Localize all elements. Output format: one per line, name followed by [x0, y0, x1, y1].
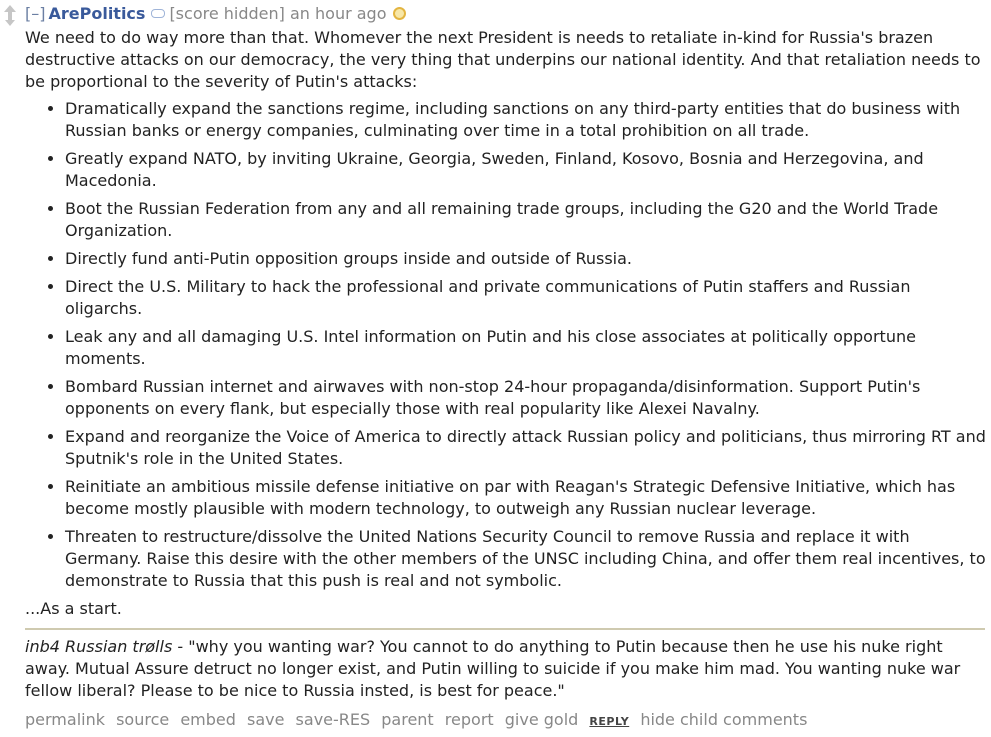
- list-item: • Greatly expand NATO, by inviting Ukraine, Georgia, Sweden, Finland, Kosovo, Bosnia and Herzegovina, and Macedonia.: [65, 148, 987, 192]
- comment-addendum: [25, 636, 987, 702]
- source-button[interactable]: source: [116, 710, 170, 729]
- list-item: • Reinitiate an ambitious missile defense initiative on par with Reagan's Strategic Defensive Initiative, which has become mostly plausible with modern technology, to outweigh any Russian nuclear leverage.: [65, 476, 987, 520]
- proposal-list: [25, 98, 987, 592]
- embed-button[interactable]: embed: [180, 710, 236, 729]
- timestamp: an hour ago: [289, 4, 387, 23]
- upvote-arrow-icon[interactable]: [4, 5, 16, 12]
- comment-tagline: [25, 0, 987, 27]
- list-item: • Bombard Russian internet and airwaves with non-stop 24-hour propaganda/disinformation. Support Putin's opponents on every flank, but especially those with real popularity like Alexei Navalny.: [65, 376, 987, 420]
- list-item: • Direct the U.S. Military to hack the professional and private communications of Putin staffers and Russian oligarchs.: [65, 276, 987, 320]
- horizontal-rule: [25, 628, 985, 630]
- list-item: • Directly fund anti-Putin opposition groups inside and outside of Russia.: [65, 248, 987, 270]
- vote-arrows: [3, 5, 17, 26]
- comment-actions: [25, 710, 987, 729]
- comment-intro: We need to do way more than that. Whomever the next President is needs to retaliate in-kind for Russia's brazen destructive attacks on our democracy, the very thing that underpins our national identity. And that retaliation needs to be proportional to the severity of Putin's attacks:: [25, 28, 981, 91]
- list-item: • Leak any and all damaging U.S. Intel information on Putin and his close associates at politically opportune moments.: [65, 326, 987, 370]
- reply-button[interactable]: REPLY: [589, 715, 630, 728]
- comment-closing: ...As a start.: [25, 599, 122, 618]
- report-button[interactable]: report: [444, 710, 494, 729]
- save-res-button[interactable]: save-RES: [295, 710, 371, 729]
- give-gold-button[interactable]: give gold: [504, 710, 579, 729]
- save-button[interactable]: save: [247, 710, 285, 729]
- hide-child-comments-button[interactable]: hide child comments: [640, 710, 808, 729]
- addendum-label: inb4 Russian trølls: [25, 637, 173, 656]
- gilded-icon: [393, 7, 406, 20]
- comment: [25, 0, 987, 729]
- permalink-button[interactable]: permalink: [25, 710, 105, 729]
- downvote-arrow-icon[interactable]: [5, 20, 15, 26]
- parent-button[interactable]: parent: [381, 710, 434, 729]
- list-item: • Threaten to restructure/dissolve the United Nations Security Council to remove Russia and replace it with Germany. Raise this desire with the other members of the UNSC including China, and offer them real incentives, to demonstrate to Russia that this push is real and not symbolic.: [65, 526, 987, 592]
- addendum-text: - "why you wanting war? You cannot to do anything to Putin because then he use his nuke right away. Mutual Assure detruct no longer exist, and Putin willing to suicide if you make him mad. You wanting nuke war fellow liberal? Please to be nice to Russia insted, is best for peace.": [25, 637, 961, 700]
- collapse-toggle[interactable]: [–]: [25, 4, 46, 23]
- comment-body: [25, 27, 987, 620]
- list-item: • Dramatically expand the sanctions regime, including sanctions on any third-party entities that do business with Russian banks or energy companies, culminating over time in a total prohibition on all trade.: [65, 98, 987, 142]
- score-text: [score hidden]: [169, 4, 285, 23]
- author-link[interactable]: ArePolitics: [48, 4, 146, 23]
- flair-icon: [151, 9, 165, 18]
- list-item: • Boot the Russian Federation from any and all remaining trade groups, including the G20 and the World Trade Organization.: [65, 198, 987, 242]
- list-item: • Expand and reorganize the Voice of America to directly attack Russian policy and politicians, thus mirroring RT and Sputnik's role in the United States.: [65, 426, 987, 470]
